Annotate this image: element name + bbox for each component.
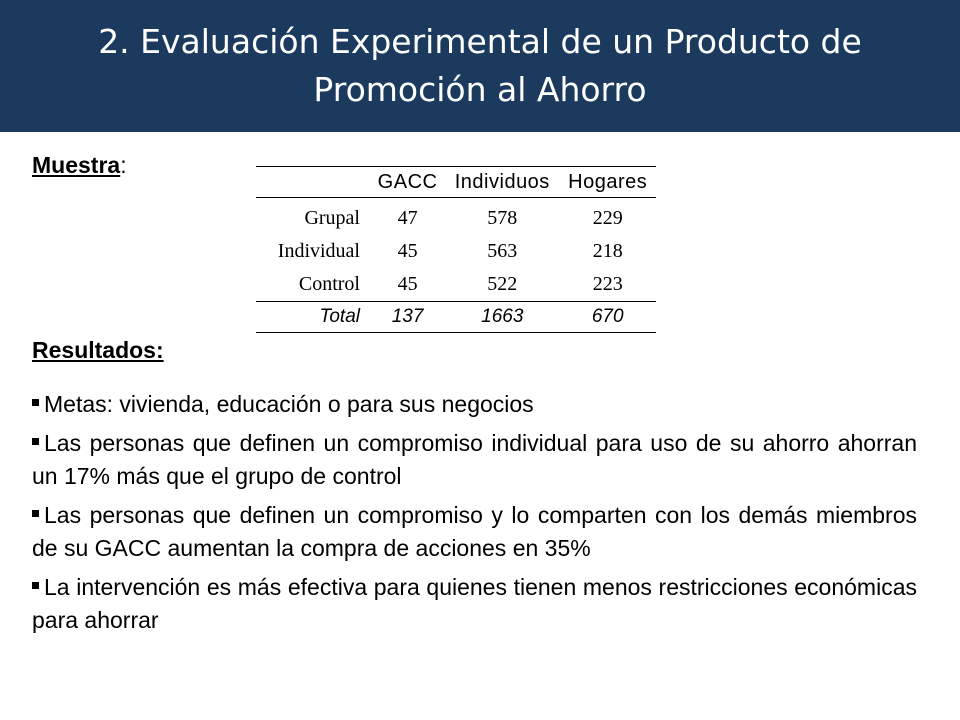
square-bullet-icon — [32, 438, 39, 445]
table-header-gacc: GACC — [370, 167, 445, 198]
square-bullet-icon — [32, 582, 39, 589]
table-header-individuos: Individuos — [445, 167, 559, 198]
cell-hogares: 218 — [592, 240, 623, 262]
list-item-text: Las personas que definen un compromiso y lo comparten con los demás miembros de su GACC aumentan la compra de acciones en 35% — [32, 502, 917, 561]
list-item-text: Las personas que definen un compromiso individual para uso de su ahorro ahorran un 17% más que el grupo de control — [32, 430, 917, 489]
resultados-label: Resultados: — [32, 337, 164, 363]
total-hogares: 670 — [559, 302, 656, 333]
total-individuos: 1663 — [445, 302, 559, 333]
slide-title-line2: Promoción al Ahorro — [313, 70, 647, 109]
cell-gacc: 45 — [397, 240, 418, 262]
list-item — [32, 427, 917, 493]
cell-individuos: 522 — [487, 273, 518, 295]
muestra-colon: : — [120, 152, 127, 178]
list-item — [32, 388, 917, 421]
muestra-heading — [32, 152, 127, 179]
square-bullet-icon — [32, 399, 39, 406]
table-total-row — [256, 302, 656, 333]
cell-individuos: 563 — [487, 240, 518, 262]
sample-table — [256, 166, 656, 333]
total-gacc: 137 — [370, 302, 445, 333]
total-label: Total — [256, 302, 370, 333]
row-label: Grupal — [304, 207, 360, 229]
cell-hogares: 229 — [592, 207, 623, 229]
slide-title-line1: 2. Evaluación Experimental de un Producto de — [98, 22, 862, 61]
table-header-blank — [256, 167, 370, 198]
cell-gacc: 45 — [397, 273, 418, 295]
title-bar — [0, 0, 960, 132]
cell-individuos: 578 — [487, 207, 518, 229]
square-bullet-icon — [32, 510, 39, 517]
table-header-hogares: Hogares — [559, 167, 656, 198]
resultados-heading — [32, 337, 164, 364]
table-row — [256, 235, 656, 268]
table-row — [256, 268, 656, 302]
table-header-row — [256, 167, 656, 198]
list-item — [32, 571, 917, 637]
results-list — [32, 388, 917, 643]
row-label: Individual — [277, 240, 360, 262]
cell-hogares: 223 — [592, 273, 623, 295]
row-label: Control — [298, 273, 360, 295]
list-item-text: Metas: vivienda, educación o para sus negocios — [44, 391, 534, 417]
list-item — [32, 499, 917, 565]
muestra-label: Muestra — [32, 152, 121, 178]
list-item-text: La intervención es más efectiva para quienes tienen menos restricciones económicas para ahorrar — [32, 574, 917, 633]
table-row — [256, 198, 656, 236]
cell-gacc: 47 — [397, 207, 418, 229]
